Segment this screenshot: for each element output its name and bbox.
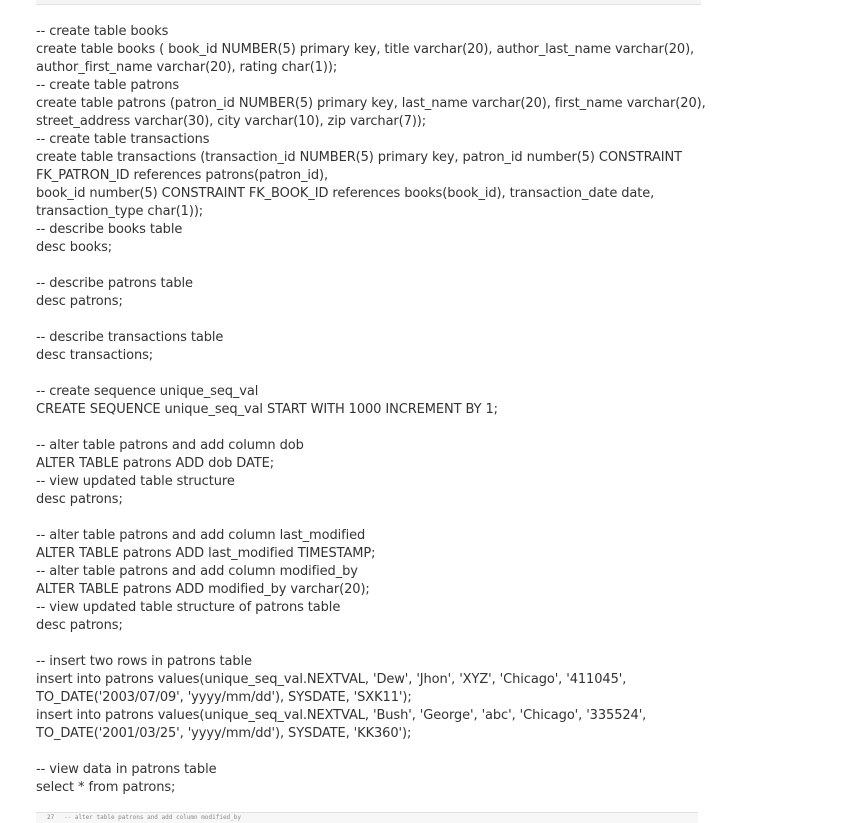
code-line: desc books; xyxy=(36,240,113,255)
comment-line: -- describe transactions table xyxy=(36,330,224,345)
comment-line: -- alter table patrons and add column last_modified xyxy=(36,528,366,543)
comment-line: -- describe books table xyxy=(36,222,183,237)
code-line: ALTER TABLE patrons ADD modified_by varchar(20); xyxy=(36,582,370,597)
code-line: desc patrons; xyxy=(36,294,123,309)
code-line: create table patrons (patron_id NUMBER(5) primary key, last_name varchar(20), first_name varchar(20), xyxy=(36,96,706,111)
comment-line: -- view updated table structure xyxy=(36,474,235,489)
comment-line: -- alter table patrons and add column modified_by xyxy=(36,564,358,579)
blank-line xyxy=(36,509,716,527)
comment-line: -- alter table patrons and add column dob xyxy=(36,438,304,453)
blank-line xyxy=(36,365,716,383)
code-line: create table books ( book_id NUMBER(5) primary key, title varchar(20), author_last_name varchar(20), xyxy=(36,42,695,57)
code-line: TO_DATE('2001/03/25', 'yyyy/mm/dd'), SYSDATE, 'KK360'); xyxy=(36,726,412,741)
blank-line xyxy=(36,257,716,275)
comment-line: -- view updated table structure of patrons table xyxy=(36,600,341,615)
blank-line xyxy=(36,635,716,653)
blank-line xyxy=(36,743,716,761)
comment-line: -- create table transactions xyxy=(36,132,210,147)
comment-line: -- create sequence unique_seq_val xyxy=(36,384,259,399)
code-line: street_address varchar(30), city varchar(10), zip varchar(7)); xyxy=(36,114,427,129)
code-line: insert into patrons values(unique_seq_val.NEXTVAL, 'Dew', 'Jhon', 'XYZ', 'Chicago', '411045', xyxy=(36,672,627,687)
blank-line xyxy=(36,311,716,329)
code-line: transaction_type char(1)); xyxy=(36,204,204,219)
code-line: ALTER TABLE patrons ADD last_modified TIMESTAMP; xyxy=(36,546,376,561)
comment-line: -- insert two rows in patrons table xyxy=(36,654,252,669)
embedded-line-number: 27 xyxy=(47,814,55,821)
code-line: desc patrons; xyxy=(36,492,123,507)
comment-line: -- create table patrons xyxy=(36,78,180,93)
code-line: ALTER TABLE patrons ADD dob DATE; xyxy=(36,456,275,471)
code-line: FK_PATRON_ID references patrons(patron_id), xyxy=(36,168,329,183)
sql-code-block xyxy=(36,23,716,797)
code-line: desc patrons; xyxy=(36,618,123,633)
comment-line: -- view data in patrons table xyxy=(36,762,217,777)
code-line: TO_DATE('2003/07/09', 'yyyy/mm/dd'), SYSDATE, 'SXK11'); xyxy=(36,690,412,705)
comment-line: -- create table books xyxy=(36,24,169,39)
embedded-code-text: -- alter table patrons and add column modified_by xyxy=(64,814,242,821)
code-line: CREATE SEQUENCE unique_seq_val START WITH 1000 INCREMENT BY 1; xyxy=(36,402,498,417)
blank-line xyxy=(36,419,716,437)
code-line: select * from patrons; xyxy=(36,780,176,795)
comment-line: -- describe patrons table xyxy=(36,276,193,291)
top-divider xyxy=(36,0,701,5)
code-line: create table transactions (transaction_id NUMBER(5) primary key, patron_id number(5) CONSTRAINT xyxy=(36,150,682,165)
code-line: book_id number(5) CONSTRAINT FK_BOOK_ID references books(book_id), transaction_date date, xyxy=(36,186,655,201)
embedded-code-preview xyxy=(36,812,698,823)
code-line: insert into patrons values(unique_seq_val.NEXTVAL, 'Bush', 'George', 'abc', 'Chicago', '335524', xyxy=(36,708,647,723)
code-line: desc transactions; xyxy=(36,348,154,363)
code-line: author_first_name varchar(20), rating char(1)); xyxy=(36,60,338,75)
